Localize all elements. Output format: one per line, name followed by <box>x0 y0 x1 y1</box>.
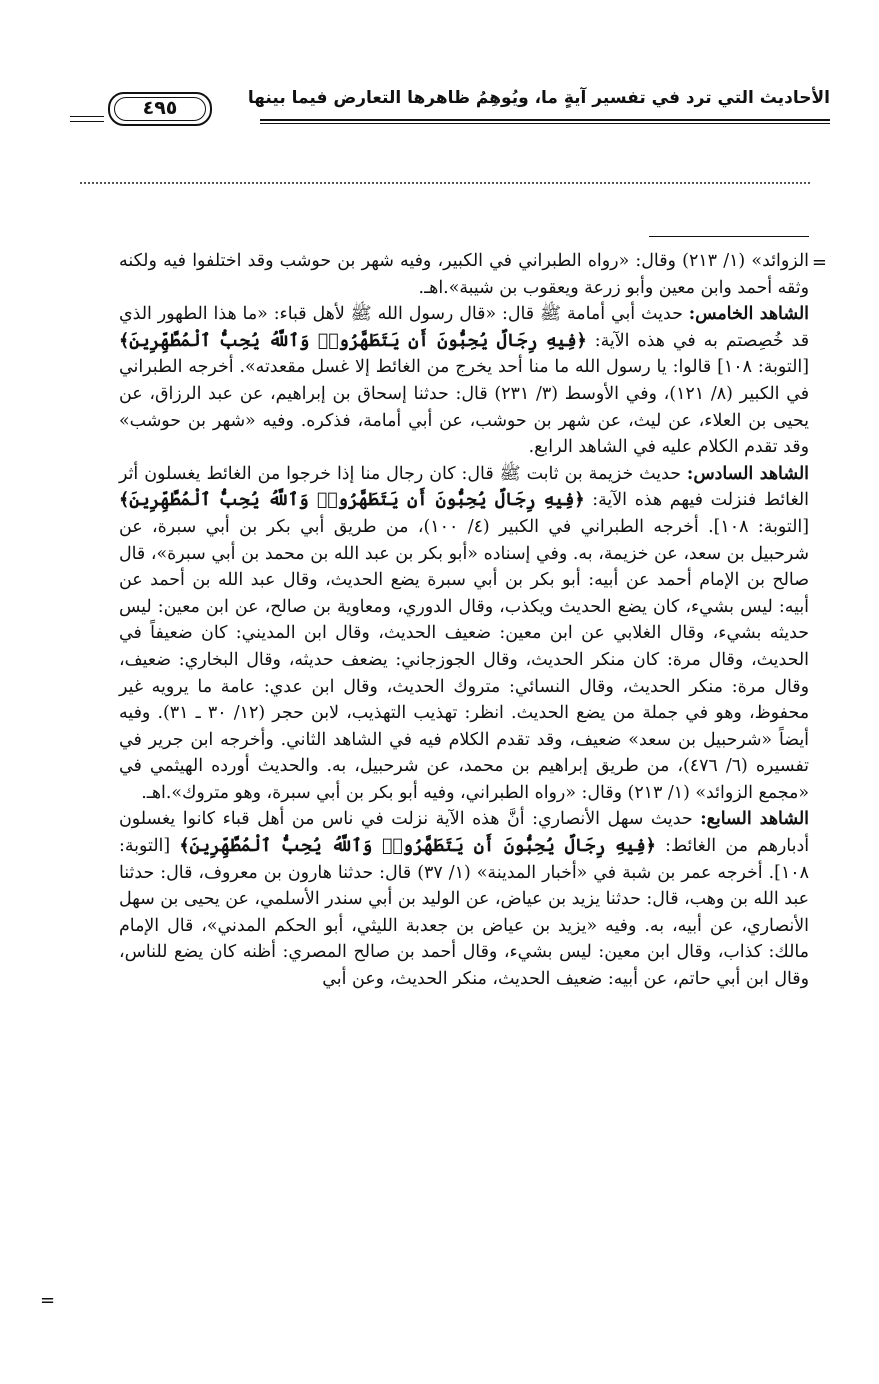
witness-5-label: الشاهد الخامس: <box>688 304 809 325</box>
paragraph-witness-6 <box>119 461 809 807</box>
left-ornament-rule-2 <box>70 121 104 122</box>
witness-6-verse: ﴿فِيهِ رِجَالٌ يُحِبُّونَ أَن يَتَطَهَّرُوا۟ وَٱللَّهُ يُحِبُّ ٱلْمُطَّهِّرِينَ﴾ <box>119 490 585 511</box>
witness-5-text-b: [التوبة: ١٠٨] قالوا: يا رسول الله ما منا أحد يخرج من الغائط إلا غسل مقعدته». أخرجه الطبراني في الكبير (٨/ ١٢١)، وفي الأوسط (٣/ ٢٣١) قال: حدثنا إسحاق بن إبراهيم، عن عبد الرزاق، عن يحيى بن العلاء، عن ليث، عن شهر بن حوشب، عن أبي أمامة، فذكره. وفيه «شهر بن حوشب» وقد تقدم الكلام عليه في الشاهد الرابع. <box>119 357 810 458</box>
page-number: ٤٩٥ <box>142 97 178 119</box>
left-ornament-rule <box>70 116 104 117</box>
witness-7-label: الشاهد السابع: <box>700 809 809 830</box>
page-header <box>70 82 830 132</box>
header-rule <box>260 119 830 121</box>
continuation-marker-end: = <box>40 1290 56 1311</box>
continuation-marker-start: = <box>811 252 827 273</box>
witness-7-text-b: [التوبة: ١٠٨]. أخرجه عمر بن شبة في «أخبار المدينة» (١/ ٣٧) قال: حدثنا هارون بن معروف، قال: حدثنا عبد الله بن وهب، قال: حدثنا يزيد بن عياض، عن الوليد بن أبي سندر الأسلمي، عن يحيى بن سهل الأنصاري، عن أبيه، به. وفيه «يزيد بن عياض بن جعدبة الليثي، أبو الحكم المدني»، قال الإمام مالك: كذاب، وقال ابن معين: ليس بشيء، وقال أحمد بن صالح المصري: أظنه كان يضع للناس، وقال ابن أبي حاتم، عن أبيه: ضعيف الحديث، منكر الحديث، وعن أبي <box>119 836 809 990</box>
witness-7-verse: ﴿فِيهِ رِجَالٌ يُحِبُّونَ أَن يَتَطَهَّرُوا۟ وَٱللَّهُ يُحِبُّ ٱلْمُطَّهِّرِينَ﴾ <box>179 836 656 857</box>
witness-6-label: الشاهد السادس: <box>686 463 809 484</box>
footnote-body <box>119 248 809 993</box>
witness-6-text-a: حديث خزيمة بن ثابت ﷺ قال: كان رجال منا إذا خرجوا من الغائط يغسلون أثر الغائط فنزلت فيهم هذه الآية: <box>119 463 809 511</box>
witness-7-text-a: حديث سهل الأنصاري: أنَّ هذه الآية نزلت في ناس من أهل قباء كانوا يغسلون أدبارهم من الغائط: <box>119 809 810 857</box>
paragraph-witness-5 <box>119 301 809 461</box>
witness-6-text-b: [التوبة: ١٠٨]. أخرجه الطبراني في الكبير (٤/ ١٠٠)، من طريق أبي بكر بن أبي سبرة، عن شرحبيل بن سعد، عن خزيمة، به. وفي إسناده «أبو بكر بن عبد الله بن محمد بن أبي سبرة»، قال صالح بن الإمام أحمد عن أبيه: أبو بكر بن أبي سبرة يضع الحديث، وقال عبد الله بن أحمد عن أبيه: ليس بشيء، كان يضع الحديث ويكذب، وقال الدوري، ومعاوية بن صالح، عن ابن معين: ليس حديثه بشيء، وقال الغلابي عن ابن معين: ضعيف الحديث، وقال ابن المديني: كان ضعيفاً في الحديث، وقال مرة: كان منكر الحديث، وقال الجوزجاني: يضعف حديثه، وقال البخاري: ضعيف، وقال مرة: منكر الحديث، وقال النسائي: متروك الحديث، وقال ابن عدي: عامة ما يرويه غير محفوظ، وهو في جملة من يضع الحديث. انظر: تهذيب التهذيب، لابن حجر (١٢/ ٣٠ ـ ٣١). وفيه أيضاً «شرحبيل بن سعد» ضعيف، وقد تقدم الكلام فيه في الشاهد الثاني. وأخرجه ابن جرير في تفسيره (٦/ ٤٧٦)، من طريق إبراهيم بن محمد، عن شرحبيل، به. والحديث أورده الهيثمي في «مجمع الزوائد» (١/ ٢١٣) وقال: «رواه الطبراني، وفيه أبو بكر بن أبي سبرة، وهو متروك».اهـ. <box>119 516 810 803</box>
dotted-separator <box>80 182 810 184</box>
footnote-rule <box>649 236 809 237</box>
header-rule-thin <box>260 123 830 124</box>
witness-5-verse: ﴿فِيهِ رِجَالٌ يُحِبُّونَ أَن يَتَطَهَّرُوا۟ وَٱللَّهُ يُحِبُّ ٱلْمُطَّهِّرِينَ﴾ <box>119 330 587 351</box>
page-number-frame <box>108 92 212 126</box>
paragraph-witness-7 <box>119 806 809 992</box>
running-title: الأحاديث التي ترد في تفسير آيةٍ ما، ويُوهِمُ ظاهرها التعارض فيما بينها <box>247 88 830 108</box>
witness-5-text-a: حديث أبي أمامة ﷺ قال: «قال رسول الله ﷺ لأهل قباء: «ما هذا الطهور الذي قد خُصِصتم به في هذه الآية: <box>119 304 810 351</box>
paragraph-zawaid: الزوائد» (١/ ٢١٣) وقال: «رواه الطبراني في الكبير، وفيه شهر بن حوشب وقد اختلفوا فيه ولكنه وثقه أحمد وابن معين وأبو زرعة ويعقوب بن شيبة».اهـ. <box>119 251 809 298</box>
